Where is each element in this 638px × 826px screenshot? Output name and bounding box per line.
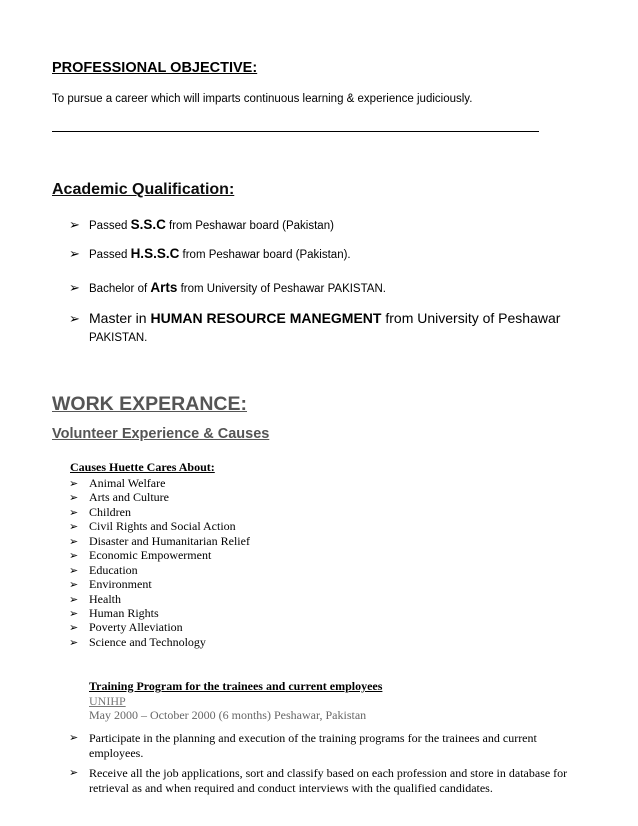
training-duty-item [69,766,569,796]
arrow-bullet-icon: ➢ [69,280,80,295]
arrow-bullet-icon: ➢ [69,767,79,779]
list-item [69,606,250,620]
academic-item-hssc [69,246,351,262]
list-item [69,505,250,519]
cause-label: Environment [89,577,152,592]
academic-item-text: Master in [89,310,151,326]
list-item [69,519,250,533]
cause-label: Arts and Culture [89,490,169,505]
arrow-bullet-icon: ➢ [69,311,80,326]
list-item [69,476,250,490]
arrow-bullet-icon: ➢ [69,506,79,519]
cause-label: Education [89,562,138,577]
training-dates: May 2000 – October 2000 (6 months) Peshawar, Pakistan [89,708,367,722]
cause-label: Children [89,504,131,519]
academic-item-text: from Peshawar board (Pakistan) [165,220,334,232]
arrow-bullet-icon: ➢ [69,579,79,592]
academic-item-degree: H.S.S.C [130,246,180,261]
list-item [69,563,250,577]
list-item [69,548,250,562]
academic-item-text: from University of Peshawar PAKISTAN. [177,283,386,295]
academic-item-arts [69,280,386,296]
arrow-bullet-icon: ➢ [69,622,79,635]
cause-label: Health [89,591,121,606]
academic-item-degree: HUMAN RESOURCE MANEGMENT [150,310,382,326]
academic-item-text: Bachelor of [89,283,151,295]
arrow-bullet-icon: ➢ [69,636,79,649]
arrow-bullet-icon: ➢ [69,478,79,490]
cause-label: Human Rights [89,605,159,620]
academic-item-degree: S.S.C [130,217,166,232]
cause-label: Animal Welfare [89,476,166,490]
causes-list [69,476,250,649]
objective-text: To pursue a career which will imparts continuous learning & experience judiciously. [52,93,473,105]
academic-item-degree: Arts [150,280,178,295]
duty-text: Participate in the planning and execution of the training programs for the trainees and current employees. [89,731,537,760]
list-item [69,592,250,606]
cause-label: Poverty Alleviation [89,620,183,635]
academic-item-text: from Peshawar board (Pakistan). [179,249,351,261]
arrow-bullet-icon: ➢ [69,564,79,577]
arrow-bullet-icon: ➢ [69,492,79,505]
list-item [69,490,250,504]
arrow-bullet-icon: ➢ [69,732,79,744]
academic-item-master-continued: PAKISTAN. [89,332,148,344]
objective-heading: PROFESSIONAL OBJECTIVE: [52,60,258,76]
arrow-bullet-icon: ➢ [69,550,79,563]
list-item [69,577,250,591]
causes-heading: Causes Huette Cares About: [70,460,215,474]
work-heading: WORK EXPERANCE: [52,393,248,415]
training-title: Training Program for the trainees and current employees [89,679,383,693]
cause-label: Disaster and Humanitarian Relief [89,533,250,548]
cause-label: Science and Technology [89,634,206,649]
academic-item-ssc [69,217,334,233]
duty-text: Receive all the job applications, sort and classify based on each profession and store in database for retrieval as and when required and conduct interviews with the qualified candidates. [89,766,568,795]
horizontal-rule [52,131,539,132]
arrow-bullet-icon: ➢ [69,535,79,548]
arrow-bullet-icon: ➢ [69,521,79,534]
cause-label: Civil Rights and Social Action [89,519,236,534]
list-item [69,620,250,634]
cause-label: Economic Empowerment [89,548,212,563]
academic-item-text: Passed [89,249,131,261]
training-duty-item [69,731,569,761]
arrow-bullet-icon: ➢ [69,607,79,620]
list-item [69,635,250,649]
academic-heading: Academic Qualification: [52,181,235,198]
academic-item-text: from University of Peshawar [381,310,561,326]
arrow-bullet-icon: ➢ [69,217,80,232]
list-item [69,534,250,548]
volunteer-subheading: Volunteer Experience & Causes [52,426,270,442]
arrow-bullet-icon: ➢ [69,246,80,261]
academic-item-master [69,310,560,327]
training-organization: UNIHP [89,694,126,708]
academic-item-text: Passed [89,220,131,232]
arrow-bullet-icon: ➢ [69,593,79,606]
